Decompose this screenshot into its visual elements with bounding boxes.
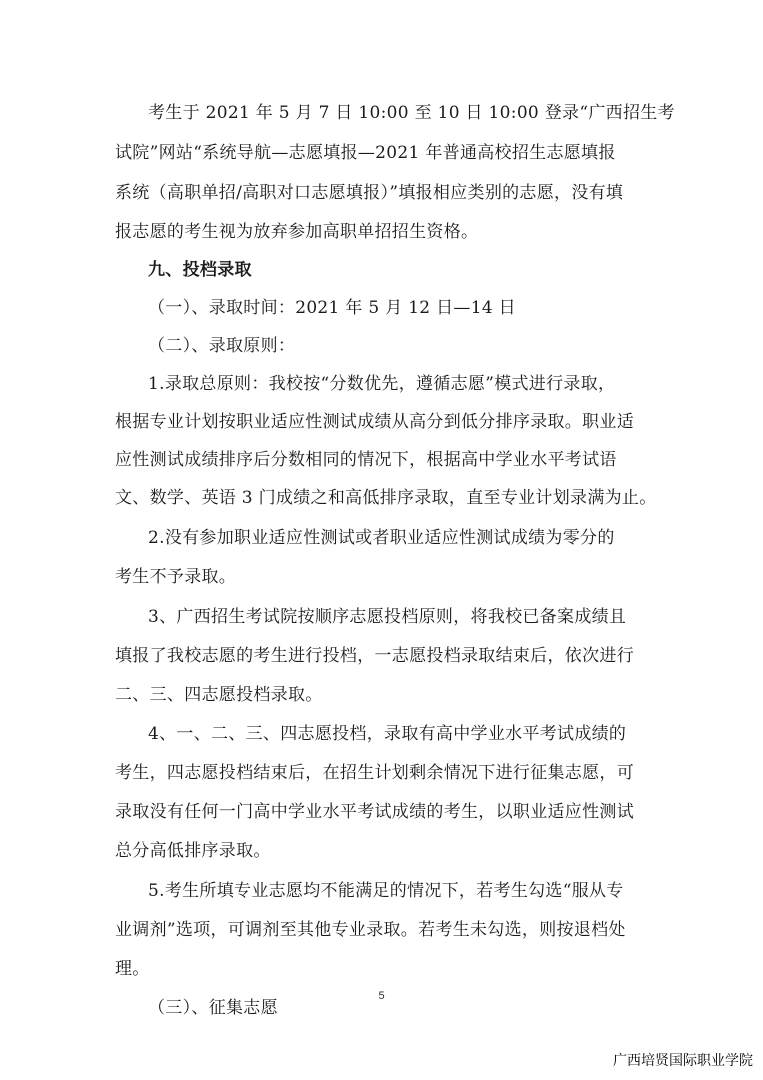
page-number: 5 (378, 990, 385, 1002)
paragraph-line: 录取没有任何一门高中学业水平考试成绩的考生，以职业适应性测试 (115, 802, 634, 822)
paragraph-line: 文、数学、英语 3 门成绩之和高低排序录取，直至专业计划录满为止。 (115, 488, 657, 508)
paragraph-line: 3、广西招生考试院按顺序志愿投档原则，将我校已备案成绩且 (148, 607, 627, 627)
paragraph-line: 考生不予录取。 (115, 567, 237, 587)
subsection-heading: （一）、录取时间：2021 年 5 月 12 日—14 日 (148, 298, 516, 318)
subsection-heading: （二）、录取原则： (148, 336, 296, 356)
paragraph-line: 应性测试成绩排序后分数相同的情况下，根据高中学业水平考试语 (115, 450, 617, 470)
paragraph-line: 填报了我校志愿的考生进行投档，一志愿投档录取结束后，依次进行 (115, 646, 634, 666)
subsection-heading: （三）、征集志愿 (148, 998, 278, 1018)
paragraph-line: 理。 (115, 959, 150, 979)
paragraph-line: 报志愿的考生视为放弃参加高职单招招生资格。 (115, 222, 479, 242)
watermark-text: 广西培贤国际职业学院 (613, 1052, 753, 1068)
paragraph-line: 2.没有参加职业适应性测试或者职业适应性测试成绩为零分的 (148, 528, 615, 548)
paragraph-line: 考生于 2021 年 5 月 7 日 10:00 至 10 日 10:00 登录“广西招生考 (148, 103, 675, 123)
paragraph-line: 试院”网站“系统导航—志愿填报—2021 年普通高校招生志愿填报 (115, 143, 616, 163)
paragraph-line: 考生，四志愿投档结束后，在招生计划剩余情况下进行征集志愿，可 (115, 763, 634, 783)
paragraph-line: 系统（高职单招/高职对口志愿填报）”填报相应类别的志愿，没有填 (115, 183, 624, 203)
paragraph-line: 总分高低排序录取。 (115, 841, 271, 861)
paragraph-line: 业调剂”选项，可调剂至其他专业录取。若考生未勾选，则按退档处 (115, 920, 626, 940)
paragraph-line: 根据专业计划按职业适应性测试成绩从高分到低分排序录取。职业适 (115, 412, 634, 432)
section-heading: 九、投档录取 (148, 260, 252, 280)
paragraph-line: 二、三、四志愿投档录取。 (115, 685, 323, 705)
paragraph-line: 1.录取总原则：我校按“分数优先，遵循志愿”模式进行录取， (148, 374, 616, 394)
paragraph-line: 4、一、二、三、四志愿投档，录取有高中学业水平考试成绩的 (148, 724, 627, 744)
paragraph-line: 5.考生所填专业志愿均不能满足的情况下，若考生勾选“服从专 (148, 881, 624, 901)
